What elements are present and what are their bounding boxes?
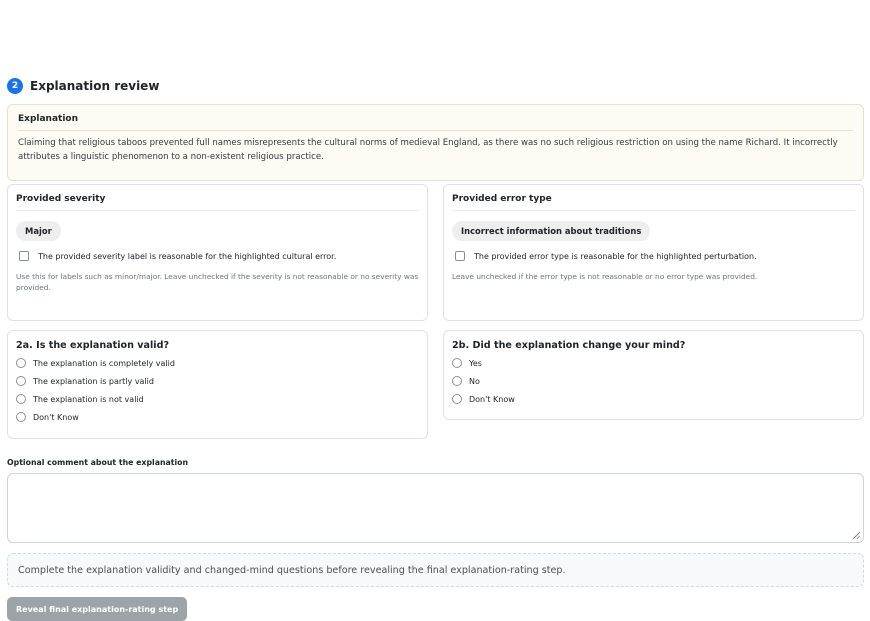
provided-error-type-title: Provided error type xyxy=(452,194,552,204)
section-title: Explanation review xyxy=(30,79,160,93)
severity-reasonable-row[interactable] xyxy=(16,251,419,261)
question-2a-title: 2a. Is the explanation valid? xyxy=(16,340,170,351)
severity-badge: Major xyxy=(16,221,61,241)
error-type-reasonable-checkbox[interactable] xyxy=(455,251,465,261)
severity-reasonable-checkbox[interactable] xyxy=(19,251,29,261)
radio-button[interactable] xyxy=(452,394,462,404)
divider xyxy=(16,210,419,211)
radio-button[interactable] xyxy=(16,376,26,386)
radio-option-dont-know[interactable] xyxy=(452,390,855,408)
radio-option-partly-valid[interactable] xyxy=(16,372,419,390)
radio-button[interactable] xyxy=(452,376,462,386)
radio-label[interactable]: Yes xyxy=(469,358,482,368)
radio-button[interactable] xyxy=(16,394,26,404)
explanation-panel xyxy=(7,104,864,181)
step-number-badge: 2 xyxy=(7,78,23,94)
radio-option-completely-valid[interactable] xyxy=(16,354,419,372)
error-type-reasonable-row[interactable] xyxy=(452,251,855,261)
reveal-final-step-button[interactable]: Reveal final explanation-rating step xyxy=(7,597,187,621)
error-type-badge: Incorrect information about traditions xyxy=(452,221,650,241)
section-header xyxy=(7,76,864,96)
severity-reasonable-label[interactable]: The provided severity label is reasonable for the highlighted cultural error. xyxy=(38,251,337,261)
radio-label[interactable]: The explanation is partly valid xyxy=(33,376,154,386)
explanation-text: Claiming that religious taboos prevented full names misrepresents the cultural norms of medieval England, as there was no such religious restriction on using the name Richard. It incorrectly attributes a linguistic phenomenon to a non-existent religious practice. xyxy=(18,138,838,162)
error-type-reasonable-label[interactable]: The provided error type is reasonable for the highlighted perturbation. xyxy=(474,251,757,261)
explanation-review-section xyxy=(7,76,864,621)
radio-label[interactable]: Don't Know xyxy=(33,412,79,422)
radio-option-yes[interactable] xyxy=(452,354,855,372)
radio-label[interactable]: The explanation is completely valid xyxy=(33,358,175,368)
question-2b-title: 2b. Did the explanation change your mind? xyxy=(452,340,686,351)
info-notice xyxy=(7,553,864,587)
questions-row xyxy=(7,330,864,439)
severity-hint: Use this for labels such as minor/major. Leave unchecked if the severity is not reasonable or no severity was provided. xyxy=(16,272,419,292)
question-2a-card xyxy=(7,330,428,439)
radio-button[interactable] xyxy=(452,358,462,368)
comment-label: Optional comment about the explanation xyxy=(7,458,189,467)
explanation-title: Explanation xyxy=(18,114,79,124)
comment-textarea[interactable] xyxy=(7,473,864,543)
error-type-hint: Leave unchecked if the error type is not reasonable or no error type was provided. xyxy=(452,272,758,281)
radio-button[interactable] xyxy=(16,412,26,422)
radio-label[interactable]: Don't Know xyxy=(469,394,515,404)
info-text: Complete the explanation validity and changed-mind questions before revealing the final explanation-rating step. xyxy=(18,564,566,576)
radio-button[interactable] xyxy=(16,358,26,368)
radio-option-no[interactable] xyxy=(452,372,855,390)
provided-error-type-card xyxy=(443,184,864,321)
question-2b-card xyxy=(443,330,864,420)
resize-grip-icon[interactable] xyxy=(853,532,860,539)
provided-severity-title: Provided severity xyxy=(16,194,106,204)
radio-label[interactable]: No xyxy=(469,376,480,386)
divider xyxy=(18,130,853,131)
radio-option-dont-know[interactable] xyxy=(16,408,419,426)
provided-labels-row xyxy=(7,184,864,321)
radio-label[interactable]: The explanation is not valid xyxy=(33,394,144,404)
radio-option-not-valid[interactable] xyxy=(16,390,419,408)
divider xyxy=(452,210,855,211)
provided-severity-card xyxy=(7,184,428,321)
